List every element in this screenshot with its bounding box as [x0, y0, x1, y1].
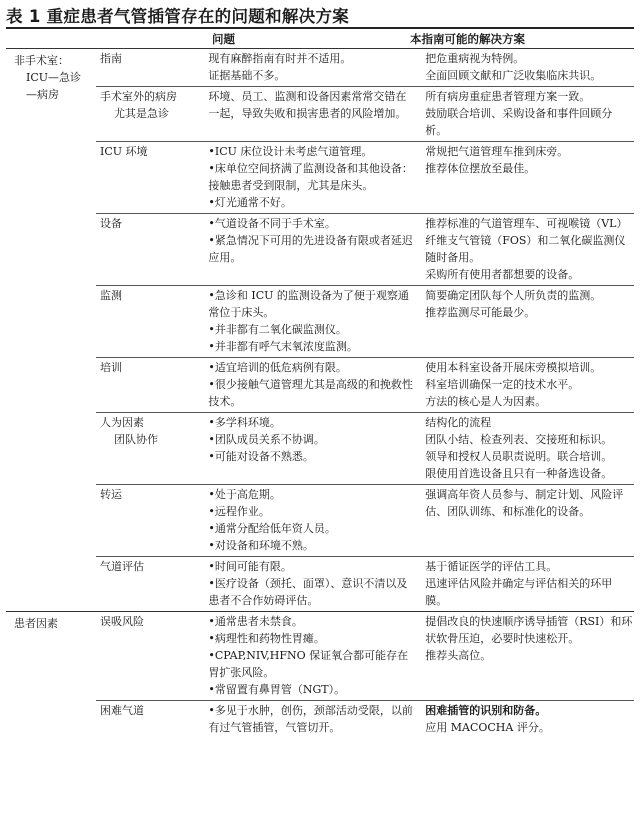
solution-line: 团队小结、检查列表、交接班和标识。 — [425, 433, 613, 446]
solution-cell — [417, 557, 634, 611]
category-line: 患者因素 — [14, 617, 58, 630]
problem-line: •通常分配给低年资人员。 — [208, 522, 336, 535]
problem-line: •远程作业。 — [208, 505, 270, 518]
solution-cell — [417, 413, 634, 484]
problem-line: •多学科环境。 — [208, 416, 281, 429]
category-line: ICU—急诊 — [26, 71, 82, 84]
problem-cell — [204, 701, 417, 738]
issue-line: 指南 — [100, 52, 122, 65]
issue-line: 尤其是急诊 — [114, 107, 169, 120]
solution-line: 使用本科室设备开展床旁模拟培训。 — [425, 361, 602, 374]
solution-line: 科室培训确保一定的技术水平。 — [425, 378, 580, 391]
problem-line: •医疗设备（颈托、面罩）、意识不清以及患者不合作妨碍评估。 — [208, 577, 408, 607]
problem-line: •灯光通常不好。 — [208, 196, 292, 209]
solution-line: 迅速评估风险并确定与评估相关的环甲膜。 — [425, 577, 613, 607]
solution-cell — [417, 358, 634, 412]
issue-cell — [96, 485, 204, 556]
solution-line: 推荐监测尽可能最少。 — [425, 306, 536, 319]
problems-solutions-table — [6, 27, 634, 738]
solution-cell — [417, 701, 634, 738]
solution-cell — [417, 485, 634, 556]
problem-line: •常留置有鼻胃管（NGT）。 — [208, 683, 346, 696]
solution-cell — [417, 87, 634, 141]
category-group — [6, 611, 634, 738]
problem-cell — [204, 214, 417, 285]
table-header — [6, 29, 634, 49]
problem-line: 环境、员工、监测和设备因素常常交错在一起，导致失败和损害患者的风险增加。 — [208, 90, 407, 120]
problem-line: •气道设备不同于手术室。 — [208, 217, 336, 230]
problem-line: •很少接触气道管理尤其是高级的和挽救性技术。 — [208, 378, 413, 408]
category-label — [6, 615, 92, 632]
issue-cell — [96, 701, 204, 738]
issue-cell — [96, 214, 204, 285]
problem-line: •床单位空间挤满了监测设备和其他设备：接触患者受到限制，尤其是床头。 — [208, 162, 413, 192]
problem-line: •可能对设备不熟悉。 — [208, 450, 314, 463]
solution-line: 常规把气道管理车推到床旁。 — [425, 145, 569, 158]
solution-line: 提倡改良的快速顺序诱导插管（RSI）和环状软骨压迫，必要时快速松开。 — [425, 615, 633, 645]
issue-line: 监测 — [100, 289, 122, 302]
solution-line: 所有病房重症患者管理方案一致。 — [425, 90, 591, 103]
table-row — [96, 412, 634, 484]
problem-line: •对设备和环境不熟。 — [208, 539, 314, 552]
problem-cell — [204, 286, 417, 357]
header-solution: 本指南可能的解决方案 — [410, 32, 525, 46]
table-row — [96, 213, 634, 285]
table-row — [96, 700, 634, 738]
problem-line: •并非都有二氧化碳监测仪。 — [208, 323, 347, 336]
solution-line: 限使用首选设备且只有一种备选设备。 — [425, 467, 613, 480]
issue-cell — [96, 87, 204, 141]
issue-cell — [96, 142, 204, 213]
problem-cell — [204, 87, 417, 141]
solution-cell — [417, 286, 634, 357]
category-label — [6, 52, 92, 103]
issue-line: 转运 — [100, 488, 122, 501]
issue-line: 气道评估 — [100, 560, 144, 573]
issue-cell — [96, 557, 204, 611]
problem-line: •ICU 床位设计未考虑气道管理。 — [208, 145, 373, 158]
solution-line: 把危重病视为特例。 — [425, 52, 525, 65]
category-group — [6, 49, 634, 611]
solution-line: 全面回顾文献和广泛收集临床共识。 — [425, 69, 602, 82]
issue-line: 人为因素 — [100, 416, 144, 429]
problem-line: •病理性和药物性胃瘫。 — [208, 632, 325, 645]
problem-line: •处于高危期。 — [208, 488, 281, 501]
problem-line: •并非都有呼气末氧浓度监测。 — [208, 340, 358, 353]
solution-line: 方法的核心是人为因素。 — [425, 395, 547, 408]
solution-line: 推荐头高位。 — [425, 649, 492, 662]
category-line: 非手术室： — [14, 54, 69, 67]
problem-line: •紧急情况下可用的先进设备有限或者延迟应用。 — [208, 234, 413, 264]
solution-cell — [417, 142, 634, 213]
issue-line: 手术室外的病房 — [100, 90, 177, 103]
problem-line: •团队成员关系不协调。 — [208, 433, 325, 446]
issue-cell — [96, 358, 204, 412]
table-row — [96, 86, 634, 141]
solution-line: 鼓励联合培训、采购设备和事件回顾分析。 — [425, 107, 613, 137]
table-row — [96, 49, 634, 86]
solution-line: 基于循证医学的评估工具。 — [425, 560, 558, 573]
solution-line: 采购所有使用者都想要的设备。 — [425, 268, 580, 281]
problem-cell — [204, 612, 417, 700]
problem-cell — [204, 557, 417, 611]
issue-line: 误吸风险 — [100, 615, 144, 628]
problem-line: •通常患者未禁食。 — [208, 615, 303, 628]
category-line: —病房 — [26, 88, 59, 101]
problem-line: •多见于水肿，创伤，颈部活动受限，以前有过气管插管，气管切开。 — [208, 704, 413, 734]
problem-line: •CPAP,NIV,HFNO 保证氧合都可能存在胃扩张风险。 — [208, 649, 409, 679]
solution-line: 领导和授权人员职责说明。联合培训。 — [425, 450, 613, 463]
solution-cell — [417, 612, 634, 700]
solution-line: 推荐体位摆放至最佳。 — [425, 162, 536, 175]
solution-line: 强调高年资人员参与、制定计划、风险评估、团队训练、和标准化的设备。 — [425, 488, 624, 518]
problem-cell — [204, 358, 417, 412]
problem-line: 证据基础不多。 — [208, 69, 286, 82]
table-row — [96, 357, 634, 412]
problem-cell — [204, 49, 417, 86]
problem-cell — [204, 142, 417, 213]
table-row — [96, 612, 634, 700]
table-row — [96, 285, 634, 357]
issue-line: 设备 — [100, 217, 122, 230]
solution-line: 结构化的流程 — [425, 416, 492, 429]
solution-cell — [417, 49, 634, 86]
header-problem: 问题 — [212, 32, 235, 46]
table-body — [6, 49, 634, 738]
solution-line: 困难插管的识别和防备。 — [425, 704, 547, 717]
table-row — [96, 141, 634, 213]
problem-line: •急诊和 ICU 的监测设备为了便于观察通常位于床头。 — [208, 289, 409, 319]
table-title: 表 1 重症患者气管插管存在的问题和解决方案 — [6, 7, 350, 26]
problem-cell — [204, 413, 417, 484]
issue-line: ICU 环境 — [100, 145, 148, 158]
issue-cell — [96, 286, 204, 357]
issue-line: 培训 — [100, 361, 122, 374]
problem-cell — [204, 485, 417, 556]
solution-line: 应用 MACOCHA 评分。 — [425, 721, 550, 734]
issue-cell — [96, 49, 204, 86]
issue-line: 团队协作 — [114, 433, 158, 446]
problem-line: •时间可能有限。 — [208, 560, 292, 573]
solution-line: 推荐标准的气道管理车、可视喉镜（VL）纤维支气管镜（FOS）和二氧化碳监测仪随时备用。 — [425, 217, 628, 264]
table-row — [96, 484, 634, 556]
solution-line: 简要确定团队每个人所负责的监测。 — [425, 289, 602, 302]
issue-line: 困难气道 — [100, 704, 144, 717]
problem-line: 现有麻醉指南有时并不适用。 — [208, 52, 352, 65]
issue-cell — [96, 413, 204, 484]
solution-cell — [417, 214, 634, 285]
problem-line: •适宜培训的低危病例有限。 — [208, 361, 347, 374]
issue-cell — [96, 612, 204, 700]
table-row — [96, 556, 634, 611]
